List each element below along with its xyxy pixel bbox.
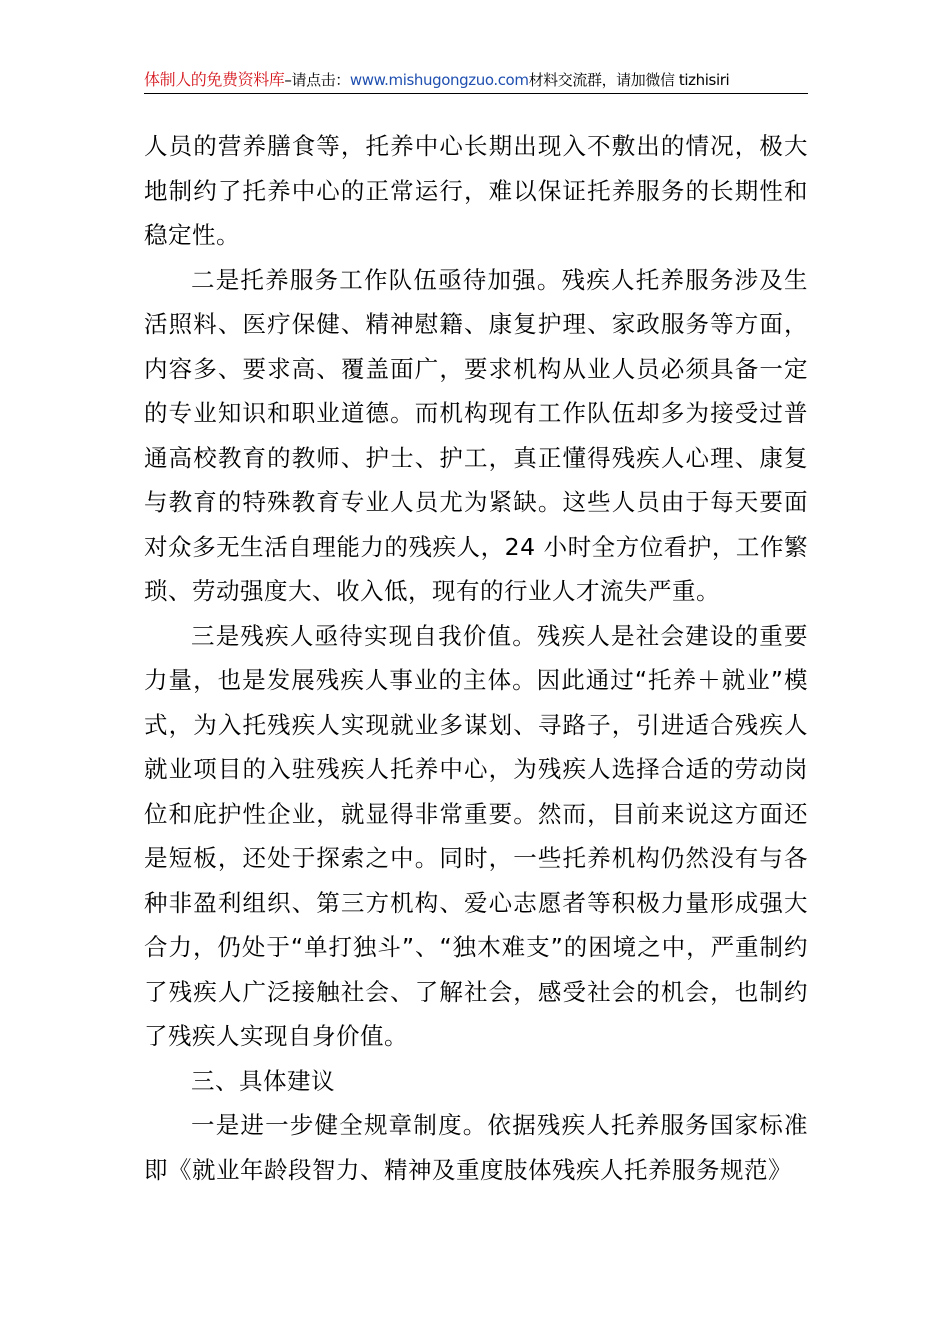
header-brand: 体制人的免费资料库 — [144, 70, 285, 89]
paragraph-self-value: 三是残疾人亟待实现自我价值。残疾人是社会建设的重要力量，也是发展残疾人事业的主体。因此通过“托养＋就业”模式，为入托残疾人实现就业多谋划、寻路子，引进适合残疾人就业项目的入驻残疾人托养中心，为残疾人选择合适的劳动岗位和庇护性企业，就显得非常重要。然而，目前来说这方面还是短板，还处于探索之中。同时，一些托养机构仍然没有与各种非盈利组织、第三方机构、爱心志愿者等积极力量形成强大合力，仍处于“单打独斗”、“独木难支”的困境之中，严重制约了残疾人广泛接触社会、了解社会，感受社会的机会，也制约了残疾人实现自身价值。 — [144, 621, 808, 1050]
header-website-link[interactable]: www.mishugongzuo.com — [349, 71, 529, 89]
paragraph-continued: 人员的营养膳食等，托养中心长期出现入不敷出的情况，极大地制约了托养中心的正常运行，难以保证托养服务的长期性和稳定性。 — [144, 132, 808, 249]
paragraph-staff-team: 二是托养服务工作队伍亟待加强。残疾人托养服务涉及生活照料、医疗保健、精神慰籍、康复护理、家政服务等方面，内容多、要求高、覆盖面广，要求机构从业人员必须具备一定的专业知识和职业道德。而机构现有工作队伍却多为接受过普通高校教育的教师、护士、护工，真正懂得残疾人心理、康复与教育的特殊教育专业人员尤为紧缺。这些人员由于每天要面对众多无生活自理能力的残疾人，24 小时全方位看护，工作繁琐、劳动强度大、收入低，现有的行业人才流失严重。 — [144, 265, 808, 605]
document-body — [144, 124, 808, 1192]
section-heading: 三、具体建议 — [191, 1066, 335, 1095]
header-divider — [144, 93, 808, 94]
page-header — [144, 68, 808, 92]
header-click-prompt: –请点击： — [284, 71, 350, 89]
header-wechat-note: 材料交流群，请加微信 tizhisiri — [528, 71, 730, 89]
paragraph-regulations: 一是进一步健全规章制度。依据残疾人托养服务国家标准即《就业年龄段智力、精神及重度肢体残疾人托养服务规范》 — [144, 1111, 808, 1184]
